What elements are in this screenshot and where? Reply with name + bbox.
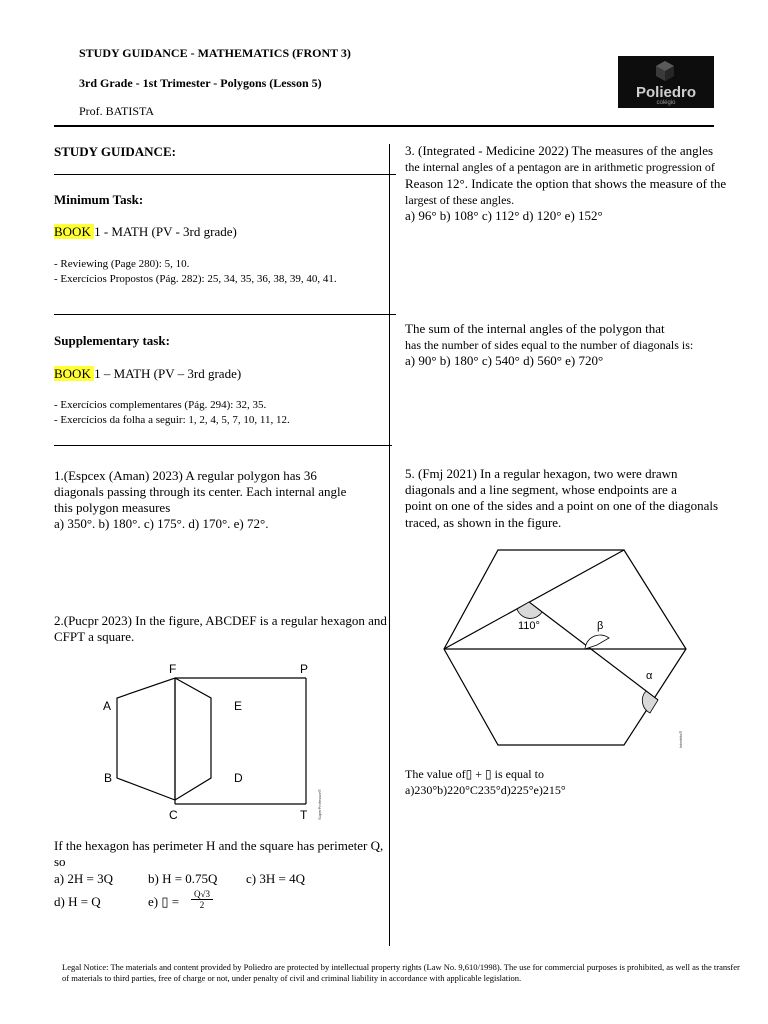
book-rest: 1 - MATH (PV - 3rd grade) — [94, 224, 237, 239]
alpha-label: α — [646, 670, 653, 682]
q2-option-b: b) H = 0.75Q — [148, 871, 218, 886]
figure-watermark: Interbits® — [678, 730, 683, 748]
q4-line-2: has the number of sides equal to the number of diagonals is: — [405, 338, 694, 352]
hexagon-angles-figure — [440, 545, 690, 750]
supplementary-item-1: - Exercícios complementares (Pág. 294): 32, 35. — [54, 399, 267, 411]
minimum-task-title: Minimum Task: — [54, 192, 144, 207]
q3-line-1: 3. (Integrated - Medicine 2022) The measures of the angles — [405, 143, 714, 158]
logo-text: Poliedro — [635, 84, 696, 101]
label-a: A — [103, 699, 112, 713]
angle-110-label: 110° — [518, 620, 540, 632]
angle-beta-marker — [585, 635, 609, 649]
option-e-glyph: ▯ = — [161, 894, 180, 909]
poliedro-logo — [618, 56, 714, 108]
book-highlight: BOOK — [54, 366, 95, 381]
book-highlight: BOOK — [54, 224, 95, 239]
q1-line-2: diagonals passing through its center. Each internal angle — [54, 484, 347, 499]
q2-after-line-2: so — [54, 854, 66, 869]
document-title: STUDY GUIDANCE - MATHEMATICS (FRONT 3) — [79, 46, 351, 60]
book-rest: 1 – MATH (PV – 3rd grade) — [94, 366, 242, 381]
professor-name: Prof. BATISTA — [79, 104, 155, 118]
q1-line-3: this polygon measures — [54, 500, 171, 515]
angle-110-marker — [517, 602, 542, 618]
fraction-denominator: 2 — [199, 900, 205, 910]
q2-after-line-1: If the hexagon has perimeter H and the square has perimeter Q, — [54, 838, 384, 853]
q2-line-1: 2.(Pucpr 2023) In the figure, ABCDEF is a regular hexagon and — [54, 613, 387, 628]
label-b: B — [104, 771, 113, 785]
minimum-item-1: - Reviewing (Page 280): 5, 10. — [54, 258, 190, 270]
q3-line-4: largest of these angles. — [405, 193, 515, 207]
option-e-fraction — [191, 889, 213, 910]
q2-option-a: a) 2H = 3Q — [54, 871, 113, 886]
regular-hexagon — [444, 550, 686, 745]
angle-alpha-marker — [642, 691, 658, 713]
divider — [54, 314, 396, 315]
q4-line-1: The sum of the internal angles of the polygon that — [405, 321, 665, 336]
beta-label: β — [597, 620, 604, 632]
q5-value-line: The value of▯ + ▯ is equal to — [405, 767, 544, 781]
supplementary-book-line — [54, 366, 241, 382]
supplementary-item-2: - Exercícios da folha a seguir: 1, 2, 4, 5, 7, 10, 11, 12. — [54, 414, 290, 426]
label-e: E — [234, 699, 243, 713]
label-c: C — [169, 808, 178, 822]
fraction-numerator: Q√3 — [191, 889, 213, 900]
q2-option-d: d) H = Q — [54, 894, 101, 909]
divider — [54, 174, 396, 175]
label-f: F — [169, 662, 177, 676]
option-e-prefix: e) — [148, 894, 162, 909]
column-divider — [389, 144, 390, 946]
q3-line-3: Reason 12°. Indicate the option that shows the measure of the — [405, 176, 727, 191]
q5-options: a)230°b)220°C235°d)225°e)215° — [405, 783, 566, 797]
hexagon-square-figure — [95, 658, 335, 828]
q2-line-2: CFPT a square. — [54, 629, 135, 644]
line-segment — [529, 602, 658, 700]
label-t: T — [300, 808, 308, 822]
q5-line-4: traced, as shown in the figure. — [405, 515, 562, 530]
q1-line-1: 1.(Espcex (Aman) 2023) A regular polygon has 36 — [54, 468, 317, 483]
q3-options: a) 96° b) 108° c) 112° d) 120° e) 152° — [405, 208, 603, 223]
label-d: D — [234, 771, 243, 785]
q4-options: a) 90° b) 180° c) 540° d) 560° e) 720° — [405, 353, 604, 368]
header-rule — [54, 125, 714, 127]
label-p: P — [300, 662, 309, 676]
q3-line-2: the internal angles of a pentagon are in arithmetic progression of — [405, 160, 715, 174]
figure-watermark: SuperProfessor® — [317, 789, 322, 820]
q5-line-3: point on one of the sides and a point on one of the diagonals — [405, 498, 719, 513]
q2-option-e — [148, 894, 179, 910]
minimum-book-line — [54, 224, 237, 240]
q2-option-c: c) 3H = 4Q — [246, 871, 305, 886]
study-guidance-heading: STUDY GUIDANCE: — [54, 144, 176, 159]
q5-line-2: diagonals and a line segment, whose endpoints are a — [405, 482, 677, 497]
cube-icon — [654, 60, 676, 82]
q1-options: a) 350°. b) 180°. c) 175°. d) 170°. e) 72°. — [54, 516, 269, 531]
q5-line-1: 5. (Fmj 2021) In a regular hexagon, two were drawn — [405, 466, 678, 481]
supplementary-task-title: Supplementary task: — [54, 333, 170, 348]
divider — [54, 445, 392, 446]
legal-notice: Legal Notice: The materials and content provided by Poliedro are protected by intellectual property rights (Law No. 9,610/1998). The use for commercial purposes is prohibited, as well as the transfer of materials to third parties, free of charge or not, under penalty of civil and criminal liability in accordance with applicable legislation. — [62, 962, 740, 983]
hexagon-abcdef — [117, 678, 211, 800]
document-subtitle: 3rd Grade - 1st Trimester - Polygons (Lesson 5) — [79, 76, 322, 90]
logo-subtext: colégio — [656, 100, 676, 106]
minimum-item-2: - Exercícios Propostos (Pág. 282): 25, 34, 35, 36, 38, 39, 40, 41. — [54, 273, 337, 285]
